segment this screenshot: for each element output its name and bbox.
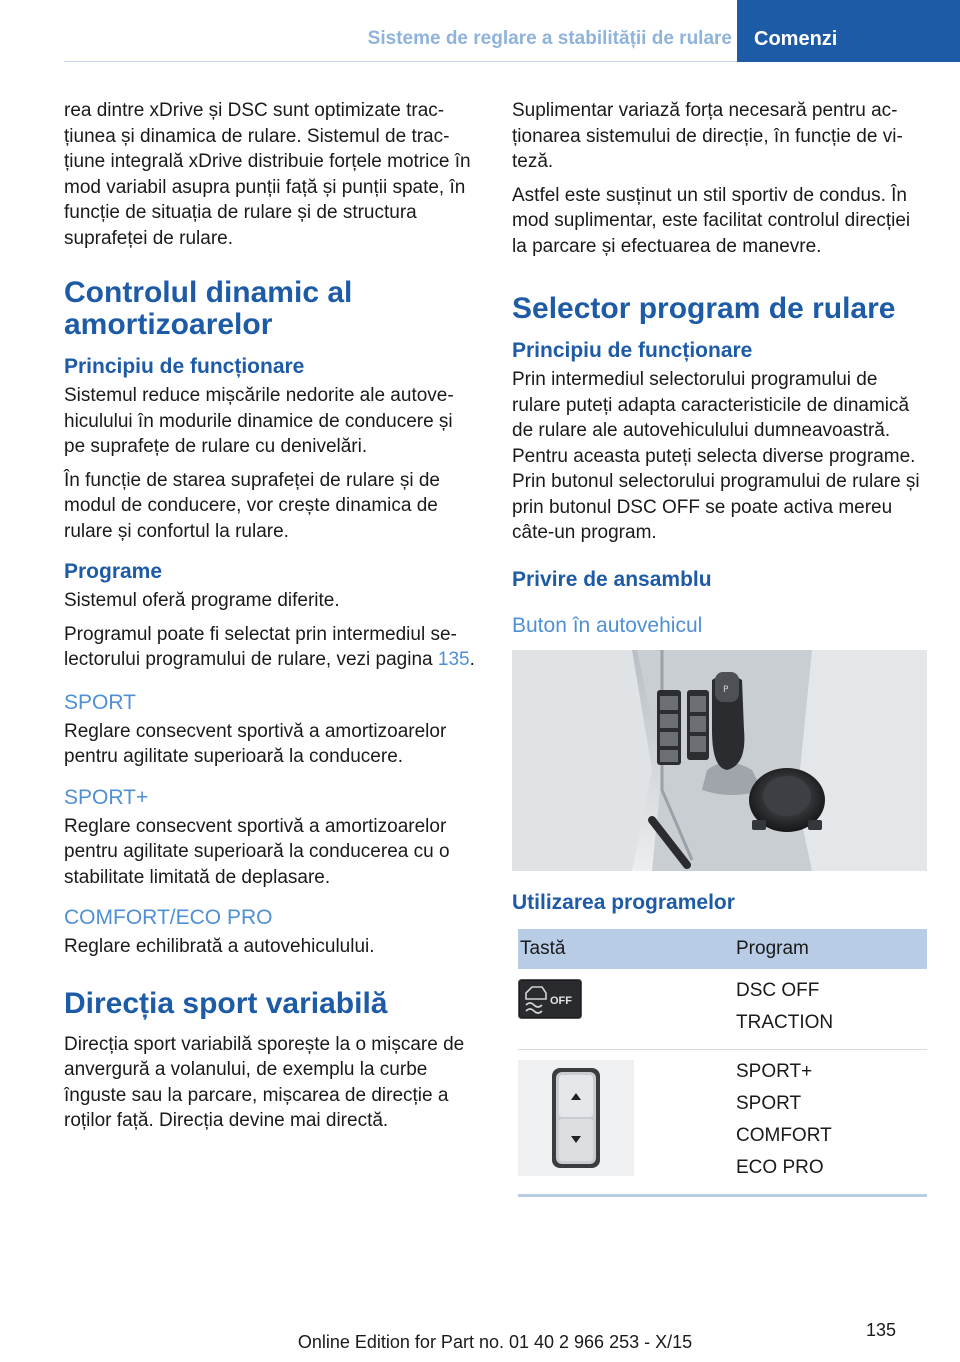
heading-programs: Programe (64, 560, 163, 583)
key-cell (518, 969, 736, 1050)
damping-paragraph-2: În funcție de starea suprafeței de rulare și de modul de conducere, vor crește dinamica de rulare și confortul la rulare. (64, 469, 441, 542)
left-column (64, 98, 479, 1142)
intro-paragraph: rea dintre xDrive și DSC sunt optimizate tracțiunea și dinamica de rulare. Sistemul de tracțiune integrală xDrive distribuie forțele motrice în mod variabil asupra punții față și punții spate, în funcție de situația de rulare și de structura suprafeței de rulare. (64, 100, 471, 249)
svg-text:P: P (723, 684, 729, 695)
page-number: 135 (865, 1320, 896, 1340)
sport-plus-paragraph: Reglare consecvent sportivă a amortizoarelor pentru agilitate superioară la conducerea cu o stabilitate limitată de deplasare. (64, 815, 450, 888)
heading-sport: SPORT (64, 690, 136, 714)
program-sport-plus: SPORT+ (736, 1060, 813, 1082)
section-title: Sisteme de reglare a stabilității de rulare (367, 28, 732, 49)
programs-text: Programul poate fi selectat prin intermediul selectorului programului de rulare, vezi pagina (64, 623, 457, 670)
program-traction: TRACTION (736, 1011, 834, 1033)
programs-paragraph-1: Sistemul oferă programe diferite. (64, 590, 340, 611)
page-reference-link[interactable]: 135 (437, 649, 470, 670)
right-column (512, 98, 927, 1197)
heading-comfort-eco-pro: COMFORT/ECO PRO (64, 906, 273, 929)
heading-drive-selector: Selector program de rulare (512, 292, 896, 325)
steering-paragraph-2: Astfel este susținut un stil sportiv de condus. În mod suplimentar, este facilitat controlul direcției la parcare și efectuarea de manevre. (512, 184, 911, 257)
column-header-key: Tastă (518, 929, 736, 969)
sport-paragraph: Reglare consecvent sportivă a amortizoarelor pentru agilitate superioară la conducere. (64, 720, 447, 767)
selector-paragraph: Prin intermediul selectorului programului de rulare puteți adapta caracteristicile de dinamică de rulare ale autovehiculului dumneavoastră. Pentru aceasta puteți selecta diverse programe. Prin butonul selectorului programului de rulare și prin butonul DSC OFF se poate activa mereu câte-un program. (512, 369, 920, 543)
table-row (518, 1049, 927, 1195)
edition-footer: Online Edition for Part no. 01 40 2 966 253 - X/15 (297, 1332, 693, 1352)
table-header-row (518, 929, 927, 969)
header-divider (64, 61, 737, 62)
heading-damping-control: Controlul dinamic al amortizoarelor (64, 276, 353, 341)
heading-sport-plus: SPORT+ (64, 785, 149, 809)
column-header-program: Program (736, 929, 927, 969)
heading-variable-steering: Direcția sport variabilă (64, 986, 388, 1020)
steering-paragraph-continued: Suplimentar variază forța necesară pentru acționarea sistemului de direcție, în funcție de viteză. (512, 100, 903, 172)
comfort-paragraph: Reglare echilibrată a autovehiculului. (64, 936, 375, 957)
key-cell (518, 1049, 736, 1195)
program-sport: SPORT (736, 1092, 802, 1114)
heading-selector-principle: Principiu de funcționare (512, 339, 753, 362)
heading-program-usage: Utilizarea programelor (512, 890, 735, 914)
program-dsc-off: DSC OFF (736, 979, 820, 1001)
page-header (0, 0, 960, 62)
steering-paragraph: Direcția sport variabilă sporește la o mișcare de anvergură a volanului, de exemplu la curbe înguste sau la parcare, mișcarea de direcție a roților față. Direcția devine mai directă. (64, 1033, 465, 1131)
dsc-off-key-icon (518, 979, 582, 1019)
programs-text-end: . (469, 649, 475, 670)
center-console-photo (512, 650, 927, 871)
program-cell (736, 969, 927, 1050)
heading-overview: Privire de ansamblu (512, 567, 712, 591)
program-cell (736, 1049, 927, 1195)
drive-mode-rocker-icon (518, 1060, 634, 1176)
program-table (518, 929, 927, 1197)
programs-paragraph-2 (64, 622, 479, 673)
damping-paragraph-1: Sistemul reduce mișcările nedorite ale autovehiculului în modurile dinamice de conducere și pe suprafețe de rulare cu denivelări. (64, 385, 454, 457)
chapter-tab: Comenzi (737, 0, 960, 62)
program-eco-pro: ECO PRO (736, 1156, 824, 1178)
heading-button-in-vehicle: Buton în autovehicul (512, 613, 703, 637)
key-label: OFF (550, 994, 572, 1007)
table-row (518, 969, 927, 1050)
heading-principle: Principiu de funcționare (64, 355, 305, 378)
program-comfort: COMFORT (736, 1124, 832, 1146)
